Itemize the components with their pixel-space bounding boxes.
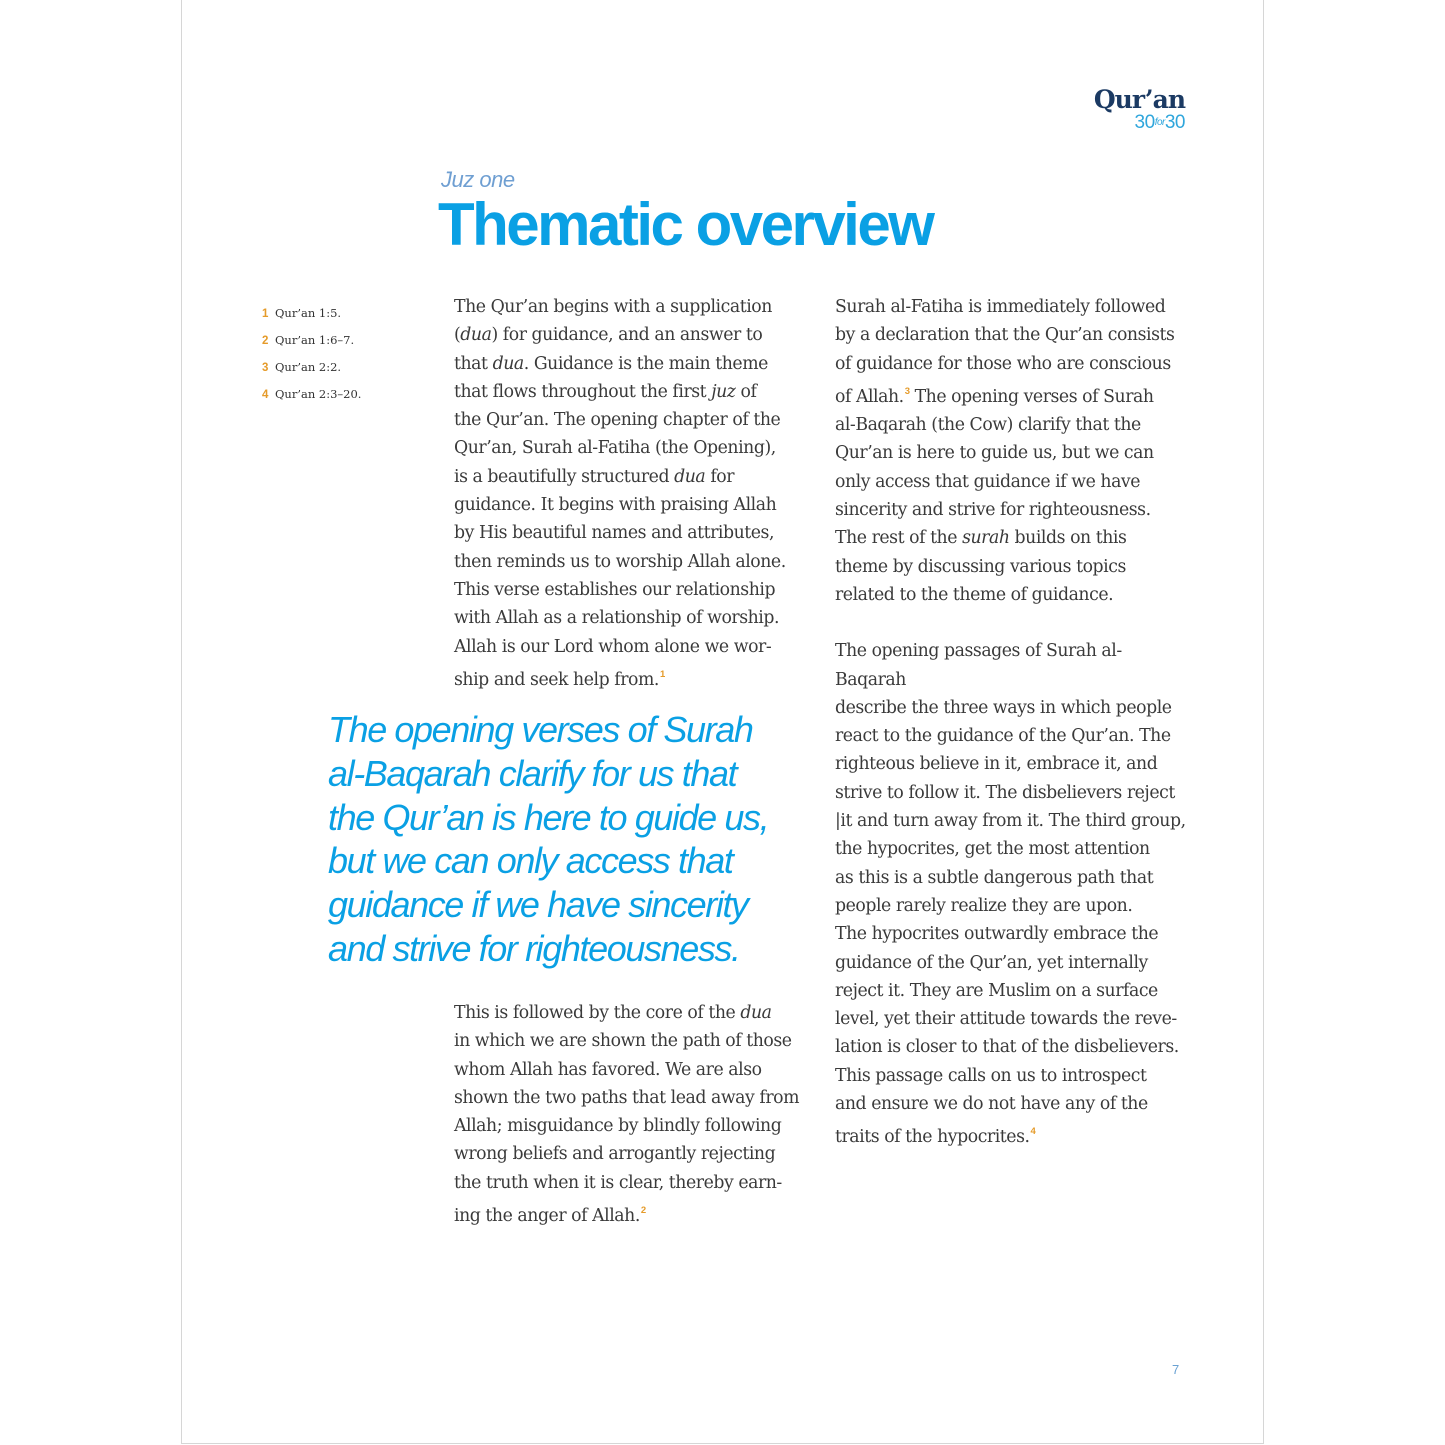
footnote-item xyxy=(262,327,361,354)
brand-logo xyxy=(1080,86,1185,132)
footnote-number: 3 xyxy=(262,362,269,374)
footnote-ref[interactable]: 2 xyxy=(640,1205,646,1217)
footnote-ref[interactable]: 1 xyxy=(659,668,665,680)
footnotes-list xyxy=(262,300,361,408)
page-title: Thematic overview xyxy=(438,191,933,258)
page-number: 7 xyxy=(1172,1362,1180,1377)
body-paragraph: The opening passages of Surah al-Baqarah describe the three ways in which people react to the guidance of the Qur’an. The righteous believe in it, embrace it, and strive to follow it. The disbelievers reject |it and turn away from it. The third group, the hypocrites, get the most attention as this is a subtle dangerous path that people rarely realize they are upon. The hypocrites outwardly embrace the guidance of the Qur’an, yet internally reject it. They are Muslim on a surface level, yet their attitude towards the reve- lation is closer to that of the disbelievers. This passage calls on us to introspect and ensure we do not have any of the traits of the hypocrites.$^4$ xyxy=(835,641,1186,1148)
body-column-left-top xyxy=(454,293,809,694)
footnote-text: Qur’an 2:3–20. xyxy=(275,387,362,401)
logo-subtitle xyxy=(1080,114,1185,132)
footnote-text: Qur’an 2:2. xyxy=(275,360,342,374)
footnote-item xyxy=(262,300,361,327)
footnote-item xyxy=(262,381,361,408)
logo-title: Qur’an xyxy=(1093,85,1185,114)
logo-sub-for: for xyxy=(1154,117,1165,128)
footnote-number: 1 xyxy=(262,308,269,320)
footnote-number: 2 xyxy=(262,335,269,347)
footnote-text: Qur’an 1:6–7. xyxy=(275,333,355,347)
footnote-ref[interactable]: 4 xyxy=(1030,1126,1036,1138)
footnote-item xyxy=(262,354,361,381)
footnote-text: Qur’an 1:5. xyxy=(275,306,342,320)
body-column-left-bottom xyxy=(454,999,809,1230)
body-column-right xyxy=(835,293,1190,1152)
pull-quote: The opening verses of Surah al-Baqarah clarify for us that the Qur’an is here to guide us, but we can only access that guidance if we have sincerity and strive for righteousness. xyxy=(328,709,769,969)
section-kicker: Juz one xyxy=(441,167,515,192)
body-paragraph: Surah al-Fatiha is immediately followed by a declaration that the Qur’an consists of guidance for those who are conscious of Allah.$^3$ The opening verses of Surah al-Baqarah (the Cow) clarify that the Qur’an is here to guide us, but we can only access that guidance if we have sincerity and strive for righteousness. The rest of the surah builds on this theme by discussing various topics related to the theme of guidance. xyxy=(835,297,1175,605)
logo-sub-a: 30 xyxy=(1134,112,1155,133)
footnote-number: 4 xyxy=(262,389,269,401)
body-paragraph: This is followed by the core of the dua in which we are shown the path of those whom Allah has favored. We are also shown the two paths that lead away from Allah; misguidance by blindly following wrong beliefs and arrogantly rejecting the truth when it is clear, thereby earn- ing the anger of Allah.$^2$ xyxy=(454,1003,800,1227)
footnote-ref[interactable]: 3 xyxy=(904,385,910,397)
logo-sub-b: 30 xyxy=(1164,112,1185,133)
body-paragraph: The Qur’an begins with a supplication (dua) for guidance, and an answer to that dua. Guidance is the main theme that flows throughout the first juz of the Qur’an. The opening chapter of the Qur’an, Surah al-Fatiha (the Opening), is a beautifully structured dua for guidance. It begins with praising Allah by His beautiful names and attributes, then reminds us to worship Allah alone. This verse establishes our relationship with Allah as a relationship of worship. Allah is our Lord whom alone we wor- ship and seek help from.$^1$ xyxy=(454,297,786,690)
